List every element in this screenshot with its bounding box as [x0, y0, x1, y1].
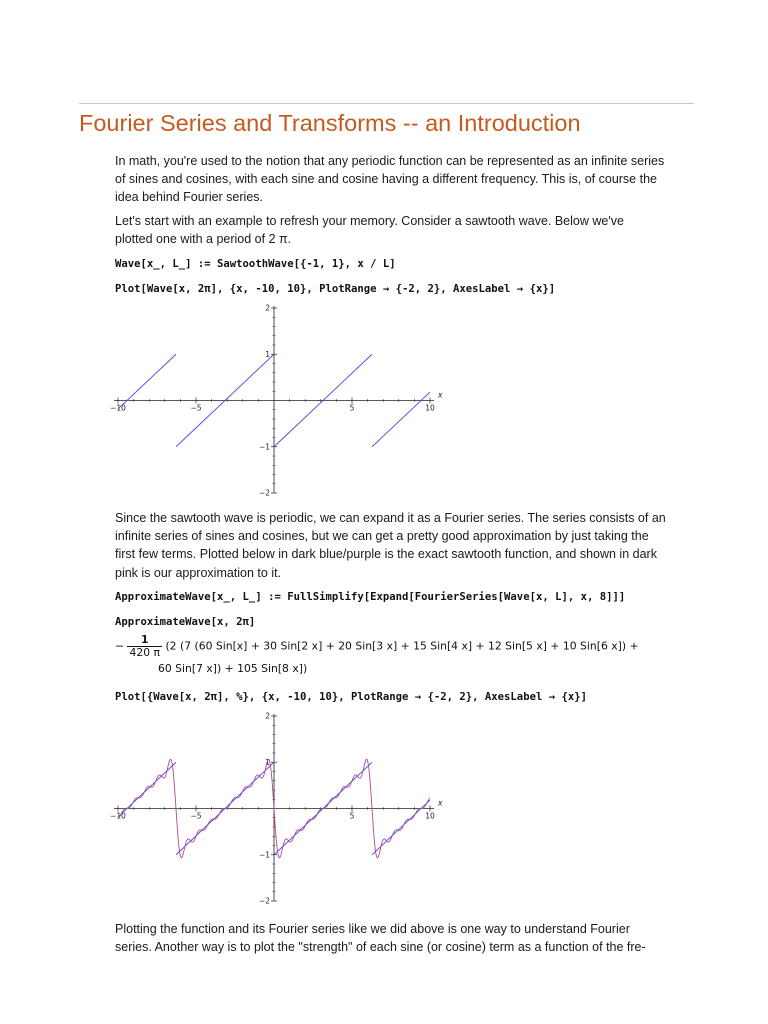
x-axis-label: x	[438, 798, 443, 808]
code-approximate-call: ApproximateWave[x, 2π]	[115, 616, 256, 628]
x-tick-label: 5	[349, 403, 355, 413]
y-tick-label: 1	[265, 757, 270, 767]
code-wave-definition: Wave[x_, L_] := SawtoothWave[{-1, 1}, x / L]	[115, 258, 396, 270]
y-tick-label: 2	[265, 711, 270, 721]
y-tick-label: −1	[258, 442, 270, 452]
closing-paragraph	[115, 920, 695, 956]
y-tick-label: −2	[258, 488, 270, 498]
x-tick-label: −5	[190, 811, 202, 821]
x-tick-label: 10	[425, 403, 435, 413]
output-expression-line1: (2 (7 (60 Sin[x] + 30 Sin[2 x] + 20 Sin[3 x] + 15 Sin[4 x] + 12 Sin[5 x] + 10 Sin[6 x]) +	[165, 639, 639, 653]
x-tick-label: 5	[349, 811, 355, 821]
output-fraction	[127, 634, 162, 659]
code-plot-comparison: Plot[{Wave[x, 2π], %}, {x, -10, 10}, PlotRange → {-2, 2}, AxesLabel → {x}]	[115, 691, 587, 703]
y-tick-label: 2	[265, 303, 270, 313]
intro-line: of sines and cosines, with each sine and cosine having a different frequency. This is, of course the	[115, 172, 657, 187]
fourier-comparison-plot	[100, 708, 460, 908]
code-approximate-definition: ApproximateWave[x_, L_] := FullSimplify[Expand[FourierSeries[Wave[x, L], x, 8]]]	[115, 591, 626, 603]
x-axis-label: x	[438, 390, 443, 400]
y-tick-label: −1	[258, 850, 270, 860]
code-plot-wave: Plot[Wave[x, 2π], {x, -10, 10}, PlotRange → {-2, 2}, AxesLabel → {x}]	[115, 283, 556, 295]
approximation-output-line1	[115, 634, 639, 659]
closing-line: Plotting the function and its Fourier series like we did above is one way to understand Fourier	[115, 922, 630, 936]
y-tick-label: 1	[265, 349, 270, 359]
fraction-numerator: 1	[127, 634, 162, 647]
x-tick-label: 10	[425, 811, 435, 821]
expand-line: pink is our approximation to it.	[115, 565, 282, 580]
expand-line: first few terms. Plotted below in dark blue/purple is the exact sawtooth function, and shown in dark	[115, 547, 657, 562]
fraction-denominator: 420 π	[129, 646, 161, 659]
page-title: Fourier Series and Transforms -- an Introduction	[79, 110, 581, 136]
expand-paragraph	[115, 509, 695, 582]
example-line: Let's start with an example to refresh your memory. Consider a sawtooth wave. Below we've	[115, 214, 624, 228]
intro-line: In math, you're used to the notion that any periodic function can be represented as an infinite series	[115, 154, 665, 168]
header-rule	[79, 103, 694, 104]
output-expression-line2: 60 Sin[7 x]) + 105 Sin[8 x])	[158, 662, 308, 675]
example-paragraph	[115, 212, 695, 248]
closing-line: series. Another way is to plot the "strength" of each sine (or cosine) term as a function of the fre-	[115, 940, 646, 955]
sawtooth-plot	[100, 300, 460, 500]
x-tick-label: −10	[110, 811, 126, 821]
expand-line: infinite series of sines and cosines, but we can get a pretty good approximation by just taking the	[115, 529, 649, 544]
output-sign: −	[115, 639, 125, 653]
intro-line: idea behind Fourier series.	[115, 190, 263, 205]
intro-paragraph	[115, 152, 695, 207]
x-tick-label: −5	[190, 403, 202, 413]
y-tick-label: −2	[258, 896, 270, 906]
example-line: plotted one with a period of 2 π.	[115, 232, 292, 247]
expand-line: Since the sawtooth wave is periodic, we can expand it as a Fourier series. The series consists of an	[115, 511, 666, 525]
x-tick-label: −10	[110, 403, 126, 413]
